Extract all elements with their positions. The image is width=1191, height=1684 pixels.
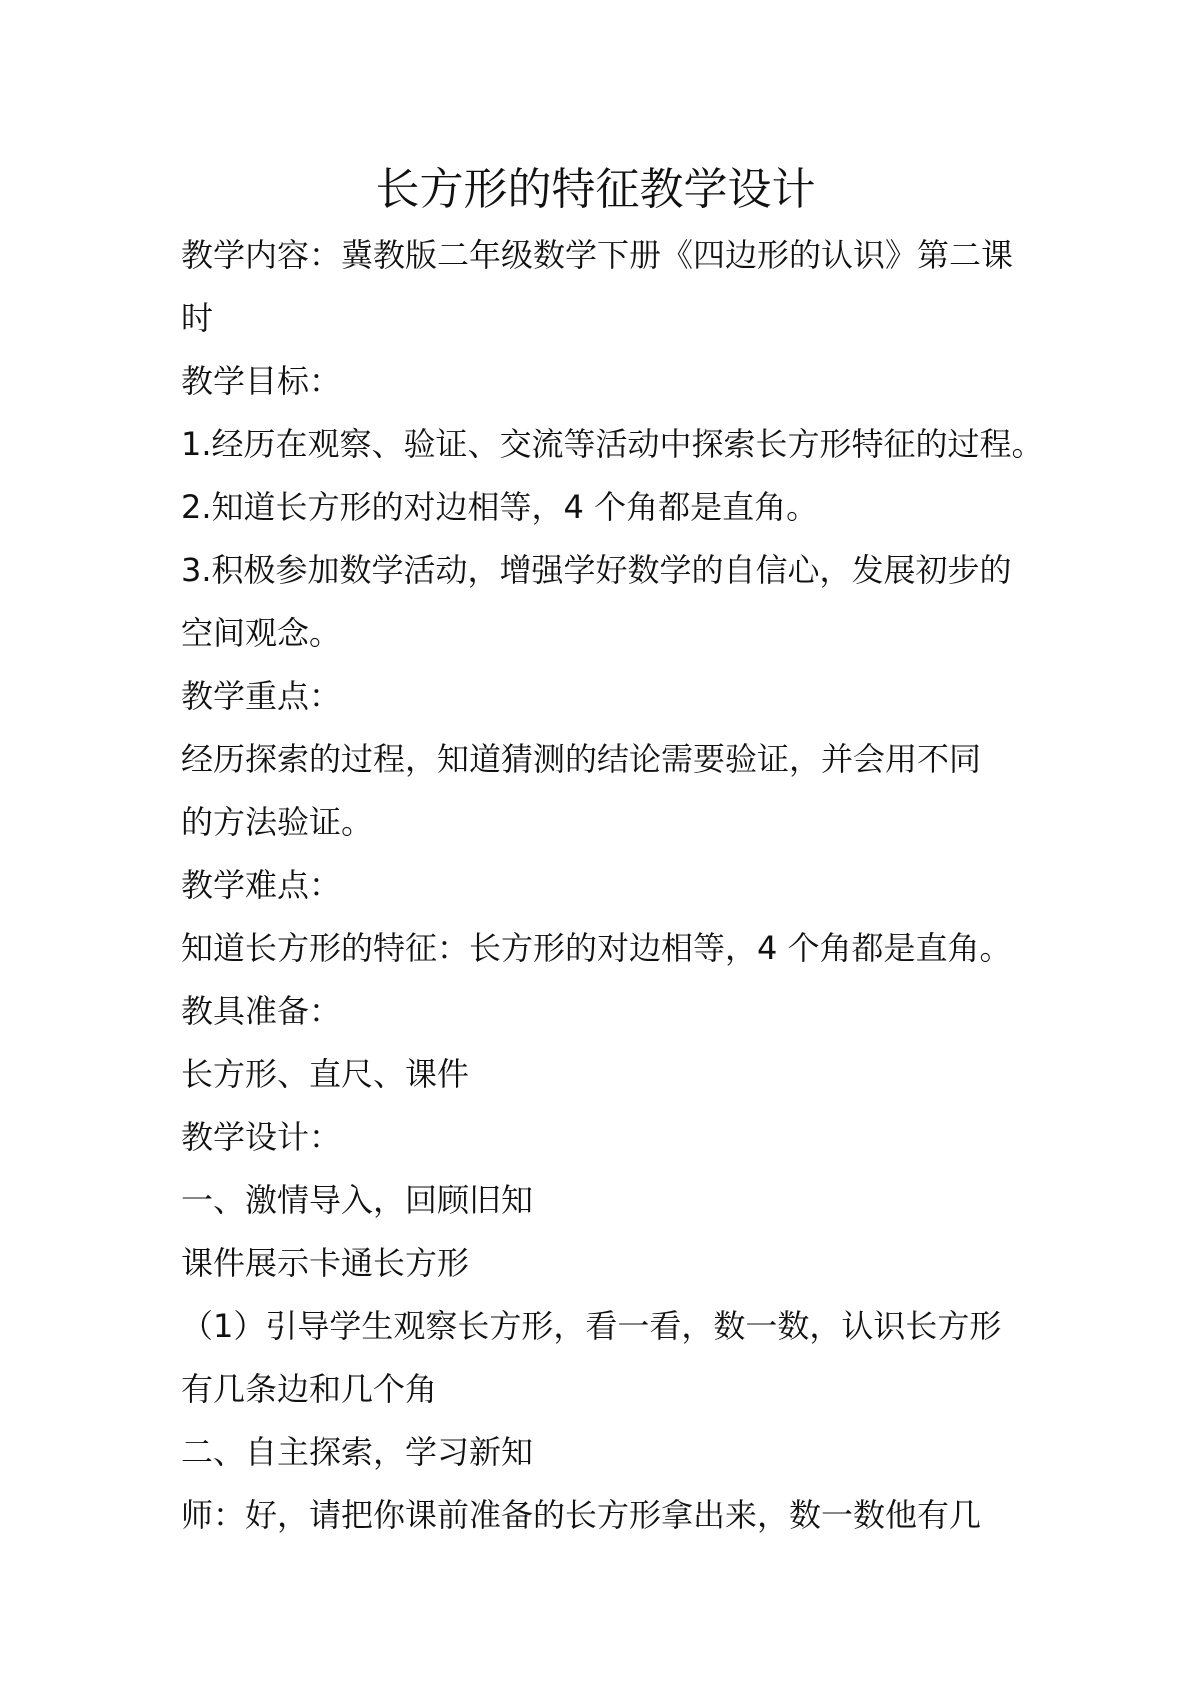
section-2-heading: 二、自主探索，学习新知 — [181, 1433, 534, 1471]
text-line-content-1: 教学内容：冀教版二年级数学下册《四边形的认识》第二课 — [181, 236, 1014, 274]
heading-objectives: 教学目标： — [181, 362, 342, 400]
objective-3-line-1: 3.积极参加数学活动，增强学好数学的自信心，发展初步的 — [181, 551, 1012, 589]
materials-text: 长方形、直尺、课件 — [181, 1055, 470, 1093]
heading-key-points: 教学重点： — [181, 677, 342, 715]
section-1-text: 课件展示卡通长方形 — [181, 1244, 470, 1282]
key-points-line-1: 经历探索的过程，知道猜测的结论需要验证，并会用不同 — [181, 740, 982, 778]
document-title: 长方形的特征教学设计 — [375, 164, 816, 215]
section-1-heading: 一、激情导入，回顾旧知 — [181, 1181, 534, 1219]
document-body — [181, 224, 1044, 1547]
heading-materials: 教具准备： — [181, 992, 342, 1030]
heading-design: 教学设计： — [181, 1118, 342, 1156]
heading-difficulties: 教学难点： — [181, 866, 342, 904]
objective-2: 2.知道长方形的对边相等，4 个角都是直角。 — [181, 488, 819, 526]
difficulties-text: 知道长方形的特征：长方形的对边相等，4 个角都是直角。 — [181, 929, 1012, 967]
section-1-step-line-2: 有几条边和几个角 — [181, 1370, 438, 1408]
key-points-line-2: 的方法验证。 — [181, 803, 374, 841]
objective-1: 1.经历在观察、验证、交流等活动中探索长方形特征的过程。 — [181, 425, 1044, 463]
section-2-text: 师：好，请把你课前准备的长方形拿出来，数一数他有几 — [181, 1496, 982, 1534]
objective-3-line-2: 空间观念。 — [181, 614, 342, 652]
section-1-step-line-1: （1）引导学生观察长方形，看一看，数一数，认识长方形 — [181, 1307, 1002, 1345]
text-line-content-2: 时 — [181, 299, 214, 337]
